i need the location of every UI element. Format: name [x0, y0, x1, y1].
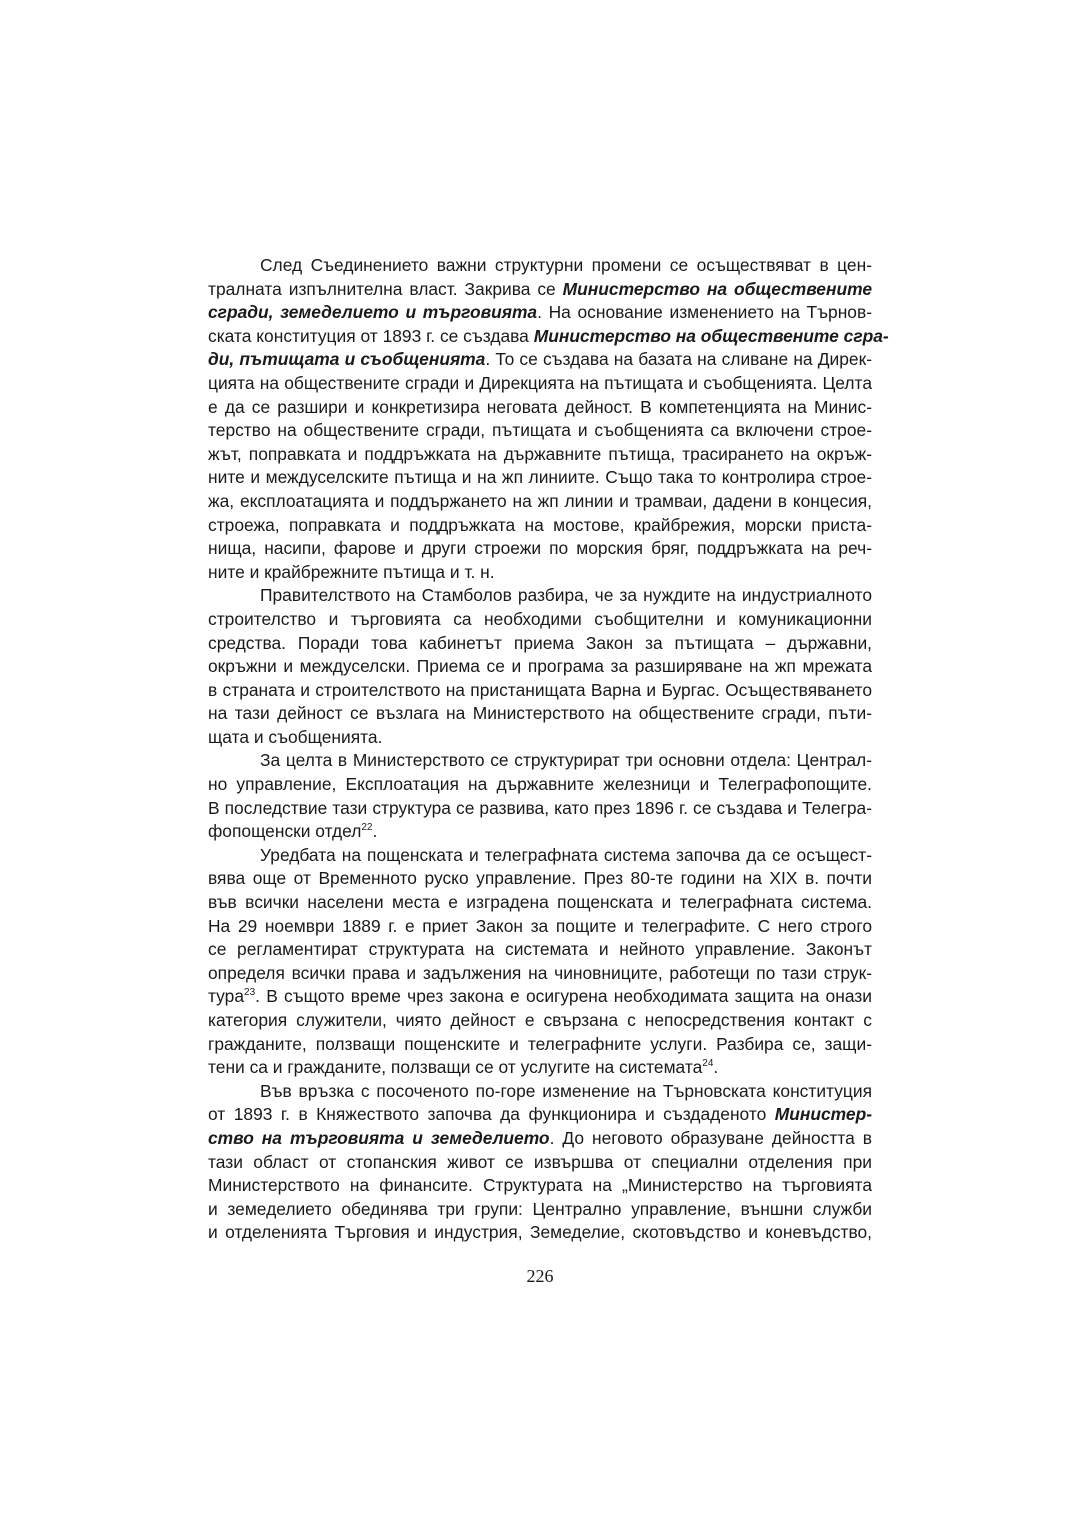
text-line: щата и съобщенията.: [208, 726, 383, 747]
footnote-ref: 24: [702, 1058, 714, 1070]
body-text: [208, 254, 889, 1245]
text-line: Министерството на финансите. Структурата на „Министерство на търговията: [208, 1175, 872, 1196]
emphasis-text: ство на търговията и земеделието: [208, 1127, 550, 1148]
text-line: и земеделието обединява три групи: Централно управление, външни служби: [208, 1198, 872, 1219]
text-line: гражданите, ползващи пощенските и телеграфните услуги. Разбира се, защи-: [208, 1033, 872, 1054]
emphasis-text: Министер-: [774, 1104, 872, 1125]
text-line: на тази дейност се възлага на Министерството на обществените сгради, пъти-: [208, 703, 872, 724]
page-number: 226: [526, 1266, 554, 1286]
text-line: тени са и гражданите, ползващи се от услугите на системата$^{24}$.: [208, 1057, 719, 1078]
text-line: цията на обществените сгради и Дирекцията на пътищата и съобщенията. Целта: [208, 372, 872, 393]
text-line: средства. Поради това кабинетът приема Закон за пътищата – държавни,: [208, 632, 872, 653]
text-line: тура$^{23}$. В същото време чрез закона е осигурена необходимата защита на онази: [208, 986, 872, 1007]
emphasis-text: Министерство на обществените: [562, 278, 872, 299]
text-line: След Съединението важни структурни промени се осъществяват в цен-: [260, 255, 872, 275]
text-line: Уредбата на пощенската и телеграфната система започва да се осъщест-: [260, 844, 872, 865]
text-line: е да се разшири и конкретизира неговата дейност. В компетенцията на Минис-: [208, 396, 872, 417]
text-line: ните и крайбрежните пътища и т. н.: [208, 561, 495, 582]
text-line: в страната и строителството на пристанищата Варна и Бургас. Осъществяването: [208, 679, 872, 700]
footnote-ref: 22: [361, 822, 373, 834]
text-line: На 29 ноември 1889 г. е приет Закон за пощите и телеграфите. С него строго: [208, 915, 872, 936]
text-line: от 1893 г. в Княжеството започва да функционира и създаденото Министер-: [208, 1104, 872, 1125]
text-line: категория служители, чиято дейност е свързана с непосредствения контакт с: [208, 1010, 872, 1030]
text-line: се регламентират структурата на системата и нейното управление. Законът: [208, 939, 872, 960]
text-line: В последствие тази структура се развива, като през 1896 г. се създава и Телегра-: [208, 797, 872, 818]
emphasis-text: Министерство на обществените сгра-: [533, 325, 889, 346]
text-line: терство на обществените сгради, пътищата и съобщенията са включени строе-: [208, 420, 872, 441]
text-line: окръжни и междуселски. Приема се и програма за разширяване на жп мрежата: [208, 656, 872, 677]
text-line: Във връзка с посоченото по-горе изменение на Търновската конституция: [260, 1080, 872, 1101]
text-line: във всички населени места е изградена пощенската и телеграфната система.: [208, 892, 872, 913]
emphasis-text: сгради, земеделието и търговията: [208, 302, 538, 323]
text-line: определя всички права и задължения на чиновниците, работещи по тази струк-: [208, 962, 872, 983]
text-line: жът, поправката и поддръжката на държавните пътища, трасирането на окръж-: [208, 443, 872, 464]
text-line: ската конституция от 1893 г. се създава Министерство на обществените сгра-: [208, 325, 889, 346]
text-line: тралната изпълнителна власт. Закрива се Министерство на обществените: [208, 278, 872, 299]
text-line: тази област от стопанския живот се извършва от специални отделения при: [208, 1151, 872, 1172]
emphasis-text: ди, пътищата и съобщенията: [208, 349, 486, 370]
text-line: ди, пътищата и съобщенията. То се създава на базата на сливане на Дирек-: [208, 349, 872, 370]
text-line: и отделенията Търговия и индустрия, Земеделие, скотовъдство и коневъдство,: [208, 1222, 872, 1243]
text-line: вява още от Временното руско управление. През 80-те години на XIX в. почти: [208, 868, 872, 889]
text-line: Правителството на Стамболов разбира, че за нуждите на индустриалното: [260, 585, 872, 606]
text-line: нища, насипи, фарове и други строежи по морския бряг, поддръжката на реч-: [208, 538, 872, 559]
text-line: строежа, поправката и поддръжката на мостове, крайбрежия, морски приста-: [208, 514, 872, 535]
text-line: сгради, земеделието и търговията. На основание изменението на Търнов-: [208, 302, 872, 323]
text-line: жа, експлоатацията и поддържането на жп линии и трамваи, дадени в концесия,: [208, 490, 872, 511]
text-line: За целта в Министерството се структурират три основни отдела: Централ-: [260, 750, 872, 771]
text-line: строителство и търговията са необходими съобщителни и комуникационни: [208, 608, 872, 629]
text-line: ство на търговията и земеделието. До неговото образуване дейността в: [208, 1127, 872, 1148]
footnote-ref: 23: [244, 987, 256, 999]
text-line: фопощенски отдел$^{22}$.: [208, 821, 378, 842]
text-line: ните и междуселските пътища и на жп линиите. Също така то контролира строе-: [208, 467, 872, 488]
text-line: но управление, Експлоатация на държавните железници и Телеграфопощите.: [208, 774, 872, 795]
